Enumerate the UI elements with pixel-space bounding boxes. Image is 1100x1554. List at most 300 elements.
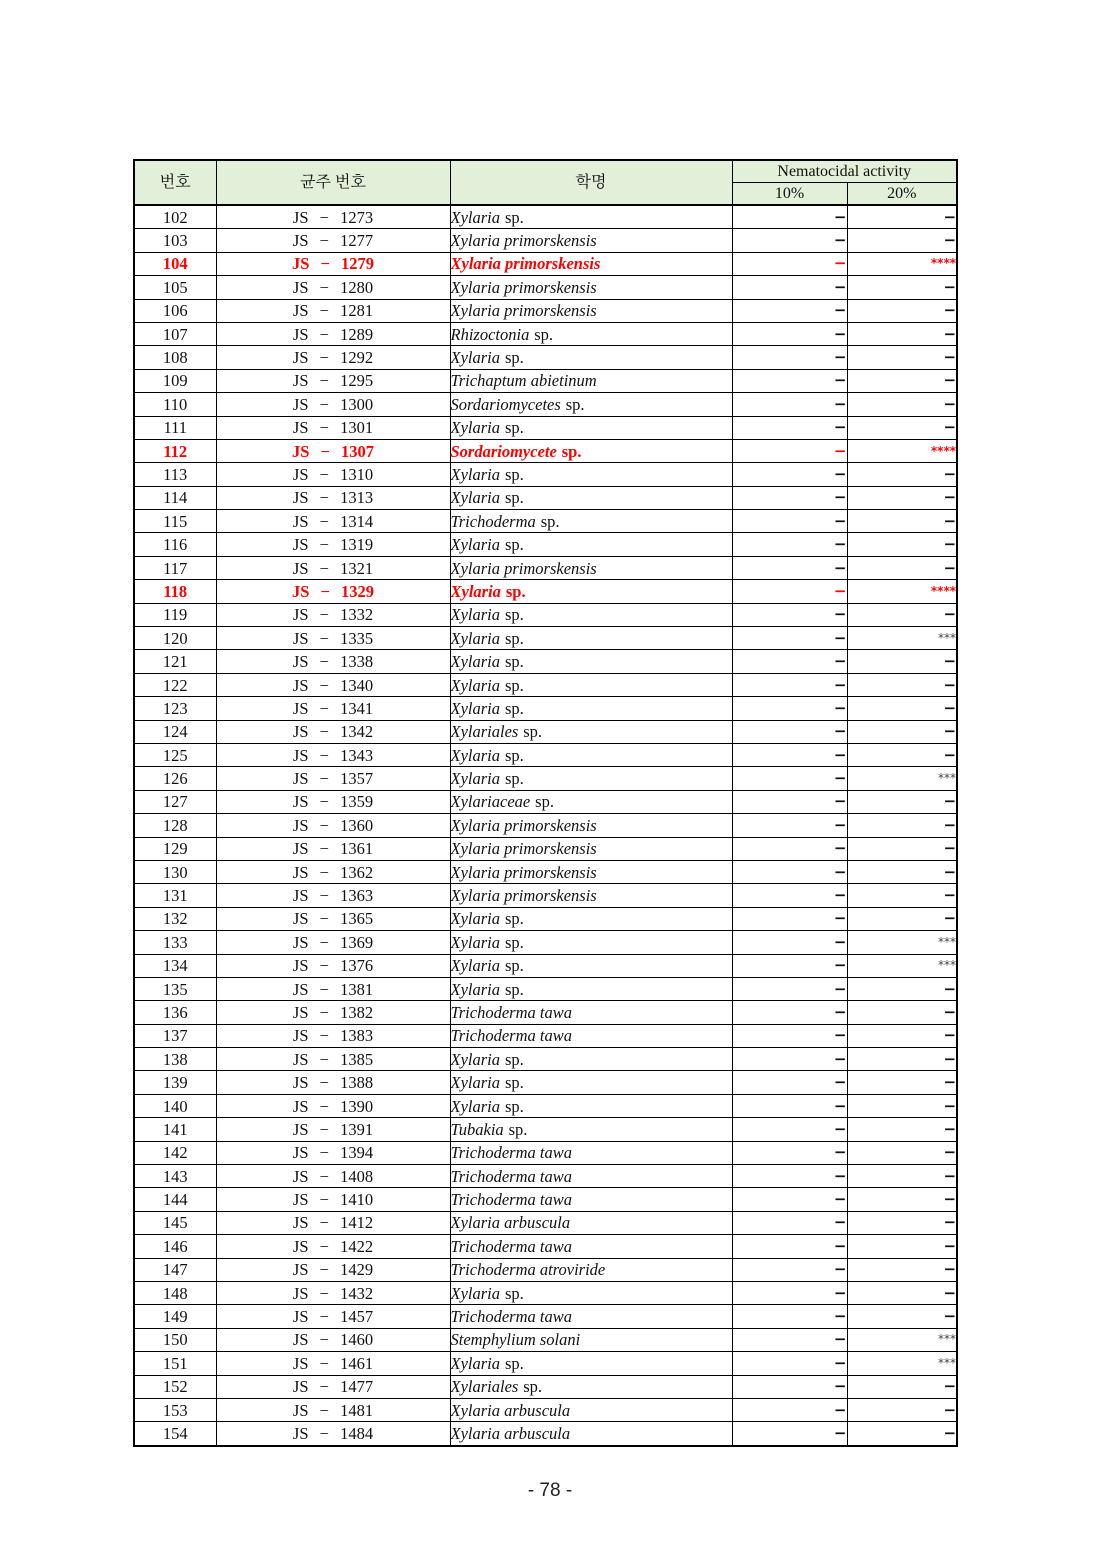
scientific-name-italic: Sordariomycete <box>450 441 557 461</box>
table-row <box>134 907 957 930</box>
table-row <box>134 580 957 603</box>
table-row <box>134 1188 957 1211</box>
activity-20-percent: − <box>847 650 957 673</box>
scientific-name <box>450 252 732 275</box>
table-row <box>134 650 957 673</box>
table-row <box>134 954 957 977</box>
activity-10-percent: − <box>732 533 847 556</box>
strain-id: JS − 1382 <box>216 1001 450 1024</box>
scientific-name-plain: sp. <box>504 745 524 765</box>
scientific-name <box>450 299 732 322</box>
strain-id: JS − 1365 <box>216 907 450 930</box>
row-number: 106 <box>134 299 216 322</box>
scientific-name-plain: sp. <box>504 956 524 976</box>
strain-id: JS − 1301 <box>216 416 450 439</box>
row-number: 145 <box>134 1211 216 1234</box>
strain-id: JS − 1319 <box>216 533 450 556</box>
row-number: 116 <box>134 533 216 556</box>
activity-10-percent: − <box>732 346 847 369</box>
table-row <box>134 1352 957 1375</box>
scientific-name-plain: sp. <box>504 698 524 718</box>
activity-20-percent: − <box>847 205 957 229</box>
activity-10-percent: − <box>732 790 847 813</box>
strain-id: JS − 1329 <box>216 580 450 603</box>
strain-id: JS − 1292 <box>216 346 450 369</box>
row-number: 141 <box>134 1118 216 1141</box>
scientific-name-italic: Xylaria primorskensis <box>450 254 601 274</box>
scientific-name-italic: Xylaria <box>450 605 500 625</box>
scientific-name-plain: sp. <box>504 909 524 929</box>
activity-20-percent: − <box>847 510 957 533</box>
scientific-name <box>450 416 732 439</box>
activity-10-percent: − <box>732 276 847 299</box>
table-row <box>134 603 957 626</box>
table-row <box>134 837 957 860</box>
scientific-name-plain: sp. <box>504 207 524 227</box>
activity-20-percent: − <box>847 1375 957 1398</box>
strain-id: JS − 1289 <box>216 322 450 345</box>
page-number: - 78 - <box>527 1480 573 1501</box>
row-number: 154 <box>134 1422 216 1446</box>
table-row <box>134 1305 957 1328</box>
strain-id: JS − 1394 <box>216 1141 450 1164</box>
table-row <box>134 439 957 462</box>
table-row <box>134 229 957 252</box>
scientific-name-plain: sp. <box>504 1073 524 1093</box>
table-row <box>134 486 957 509</box>
strain-id: JS − 1335 <box>216 627 450 650</box>
scientific-name-plain: sp. <box>523 1377 543 1397</box>
table-row <box>134 931 957 954</box>
scientific-name-italic: Xylaria primorskensis <box>450 277 597 297</box>
table-row <box>134 1235 957 1258</box>
activity-20-percent: − <box>847 1305 957 1328</box>
scientific-name-italic: Xylaria arbuscula <box>450 1400 571 1420</box>
scientific-name-plain: sp. <box>565 394 585 414</box>
activity-10-percent: − <box>732 369 847 392</box>
scientific-name-italic: Xylaria primorskensis <box>450 231 597 251</box>
row-number: 124 <box>134 720 216 743</box>
activity-20-percent: − <box>847 1165 957 1188</box>
activity-10-percent: − <box>732 1281 847 1304</box>
strain-id: JS − 1410 <box>216 1188 450 1211</box>
scientific-name <box>450 556 732 579</box>
scientific-name-plain: sp. <box>504 1049 524 1069</box>
table-row <box>134 276 957 299</box>
activity-20-percent: − <box>847 1281 957 1304</box>
row-number: 113 <box>134 463 216 486</box>
activity-10-percent: − <box>732 510 847 533</box>
scientific-name-italic: Trichoderma tawa <box>450 1190 572 1210</box>
activity-10-percent: − <box>732 1188 847 1211</box>
table-row <box>134 463 957 486</box>
scientific-name-italic: Xylaria arbuscula <box>450 1213 571 1233</box>
activity-20-percent: − <box>847 673 957 696</box>
scientific-name <box>450 743 732 766</box>
activity-10-percent: − <box>732 837 847 860</box>
scientific-name <box>450 439 732 462</box>
scientific-name <box>450 1118 732 1141</box>
table-row <box>134 1258 957 1281</box>
scientific-name-italic: Xylaria <box>450 1049 500 1069</box>
scientific-name <box>450 1375 732 1398</box>
scientific-name <box>450 1048 732 1071</box>
table-row <box>134 627 957 650</box>
scientific-name-plain: sp. <box>508 1119 528 1139</box>
strain-id: JS − 1363 <box>216 884 450 907</box>
scientific-name-italic: Xylaria primorskensis <box>450 558 597 578</box>
activity-20-percent: *** <box>847 767 957 790</box>
scientific-name-italic: Xylaria <box>450 932 500 952</box>
activity-20-percent: − <box>847 1188 957 1211</box>
scientific-name <box>450 276 732 299</box>
strain-id: JS − 1280 <box>216 276 450 299</box>
table-row <box>134 1422 957 1446</box>
row-number: 129 <box>134 837 216 860</box>
strain-id: JS − 1422 <box>216 1235 450 1258</box>
scientific-name <box>450 205 732 229</box>
table-row <box>134 346 957 369</box>
strain-id: JS − 1391 <box>216 1118 450 1141</box>
scientific-name <box>450 1305 732 1328</box>
activity-10-percent: − <box>732 1001 847 1024</box>
activity-10-percent: − <box>732 767 847 790</box>
scientific-name-italic: Xylaria primorskensis <box>450 862 597 882</box>
row-number: 133 <box>134 931 216 954</box>
table-row <box>134 1141 957 1164</box>
activity-20-percent: − <box>847 837 957 860</box>
activity-20-percent: − <box>847 743 957 766</box>
table-row <box>134 1118 957 1141</box>
scientific-name <box>450 603 732 626</box>
scientific-name <box>450 1024 732 1047</box>
table-row <box>134 1024 957 1047</box>
table-row <box>134 510 957 533</box>
scientific-name-plain: sp. <box>504 932 524 952</box>
table-row <box>134 860 957 883</box>
activity-10-percent: − <box>732 416 847 439</box>
row-number: 130 <box>134 860 216 883</box>
scientific-name-plain: sp. <box>535 792 554 812</box>
scientific-name-plain: sp. <box>505 581 526 601</box>
scientific-name-italic: Xylaria arbuscula <box>450 1424 571 1443</box>
activity-20-percent: − <box>847 416 957 439</box>
activity-20-percent: − <box>847 1001 957 1024</box>
scientific-name-italic: Xylariaceae <box>450 792 531 812</box>
row-number: 117 <box>134 556 216 579</box>
row-number: 136 <box>134 1001 216 1024</box>
activity-20-percent: − <box>847 720 957 743</box>
scientific-name-italic: Xylaria <box>450 909 500 929</box>
scientific-name <box>450 369 732 392</box>
activity-20-percent: − <box>847 556 957 579</box>
table-row <box>134 814 957 837</box>
row-number: 114 <box>134 486 216 509</box>
scientific-name <box>450 393 732 416</box>
activity-10-percent: − <box>732 1141 847 1164</box>
strain-id: JS − 1383 <box>216 1024 450 1047</box>
scientific-name-italic: Xylariales <box>450 1377 519 1397</box>
scientific-name-italic: Xylaria <box>450 464 500 484</box>
strain-id: JS − 1376 <box>216 954 450 977</box>
strain-id: JS − 1388 <box>216 1071 450 1094</box>
row-number: 119 <box>134 603 216 626</box>
activity-20-percent: − <box>847 603 957 626</box>
table-header <box>134 160 957 205</box>
scientific-name-plain: sp. <box>540 511 560 531</box>
row-number: 152 <box>134 1375 216 1398</box>
row-number: 147 <box>134 1258 216 1281</box>
strain-id: JS − 1362 <box>216 860 450 883</box>
scientific-name-italic: Xylaria <box>450 1283 500 1303</box>
scientific-name-plain: sp. <box>504 418 524 438</box>
strain-id: JS − 1313 <box>216 486 450 509</box>
scientific-name <box>450 720 732 743</box>
row-number: 146 <box>134 1235 216 1258</box>
table-row <box>134 790 957 813</box>
strain-id: JS − 1357 <box>216 767 450 790</box>
row-number: 132 <box>134 907 216 930</box>
activity-20-percent: − <box>847 1258 957 1281</box>
scientific-name <box>450 884 732 907</box>
row-number: 115 <box>134 510 216 533</box>
activity-20-percent: − <box>847 814 957 837</box>
table-row <box>134 205 957 229</box>
activity-10-percent: − <box>732 1375 847 1398</box>
strain-id: JS − 1481 <box>216 1398 450 1421</box>
scientific-name-italic: Xylaria <box>450 1073 500 1093</box>
strain-id: JS − 1484 <box>216 1422 450 1446</box>
activity-10-percent: − <box>732 252 847 275</box>
row-number: 105 <box>134 276 216 299</box>
activity-10-percent: − <box>732 580 847 603</box>
activity-10-percent: − <box>732 463 847 486</box>
scientific-name-italic: Xylaria primorskensis <box>450 301 597 321</box>
activity-20-percent: − <box>847 790 957 813</box>
activity-20-percent: − <box>847 1211 957 1234</box>
table-row <box>134 697 957 720</box>
activity-10-percent: − <box>732 1305 847 1328</box>
row-number: 108 <box>134 346 216 369</box>
strain-id: JS − 1412 <box>216 1211 450 1234</box>
row-number: 126 <box>134 767 216 790</box>
row-number: 142 <box>134 1141 216 1164</box>
table-row <box>134 1375 957 1398</box>
scientific-name-italic: Trichoderma tawa <box>450 1236 572 1256</box>
table-body <box>134 205 957 1446</box>
scientific-name-italic: Xylaria <box>450 348 500 368</box>
activity-20-percent: − <box>847 907 957 930</box>
strain-id: JS − 1273 <box>216 205 450 229</box>
row-number: 102 <box>134 205 216 229</box>
activity-10-percent: − <box>732 627 847 650</box>
scientific-name-italic: Trichoderma tawa <box>450 1307 572 1327</box>
row-number: 137 <box>134 1024 216 1047</box>
scientific-name <box>450 931 732 954</box>
activity-20-percent: − <box>847 229 957 252</box>
strain-id: JS − 1277 <box>216 229 450 252</box>
scientific-name <box>450 1328 732 1351</box>
row-number: 149 <box>134 1305 216 1328</box>
strain-id: JS − 1385 <box>216 1048 450 1071</box>
scientific-name-italic: Xylariales <box>450 722 519 742</box>
row-number: 110 <box>134 393 216 416</box>
strain-id: JS − 1360 <box>216 814 450 837</box>
scientific-name <box>450 697 732 720</box>
scientific-name-italic: Xylaria <box>450 535 500 555</box>
activity-10-percent: − <box>732 439 847 462</box>
scientific-name-italic: Xylaria primorskensis <box>450 815 597 835</box>
activity-10-percent: − <box>732 1024 847 1047</box>
scientific-name-plain: sp. <box>504 979 524 999</box>
scientific-name <box>450 650 732 673</box>
activity-10-percent: − <box>732 720 847 743</box>
header-strain-id: 균주 번호 <box>216 160 450 205</box>
scientific-name <box>450 229 732 252</box>
activity-10-percent: − <box>732 1165 847 1188</box>
scientific-name-plain: sp. <box>504 1353 524 1373</box>
scientific-name-italic: Trichoderma tawa <box>450 1143 572 1163</box>
row-number: 111 <box>134 416 216 439</box>
strain-id: JS − 1341 <box>216 697 450 720</box>
activity-10-percent: − <box>732 486 847 509</box>
scientific-name-plain: sp. <box>523 722 543 742</box>
scientific-name-plain: sp. <box>504 1096 524 1116</box>
row-number: 143 <box>134 1165 216 1188</box>
activity-20-percent: − <box>847 346 957 369</box>
scientific-name-plain: sp. <box>504 769 524 789</box>
scientific-name-plain: sp. <box>534 324 554 344</box>
strain-id: JS − 1381 <box>216 977 450 1000</box>
table-row <box>134 1398 957 1421</box>
table-row <box>134 533 957 556</box>
activity-20-percent: − <box>847 1071 957 1094</box>
activity-10-percent: − <box>732 1048 847 1071</box>
scientific-name <box>450 977 732 1000</box>
activity-20-percent: *** <box>847 627 957 650</box>
scientific-name-italic: Xylaria <box>450 675 500 695</box>
scientific-name-italic: Xylaria primorskensis <box>450 886 597 906</box>
activity-20-percent: − <box>847 697 957 720</box>
strain-id: JS − 1432 <box>216 1281 450 1304</box>
table-row <box>134 1094 957 1117</box>
scientific-name-plain: sp. <box>504 535 524 555</box>
row-number: 107 <box>134 322 216 345</box>
scientific-name <box>450 814 732 837</box>
activity-20-percent: − <box>847 977 957 1000</box>
scientific-name <box>450 463 732 486</box>
scientific-name-italic: Trichoderma tawa <box>450 1166 572 1186</box>
activity-10-percent: − <box>732 743 847 766</box>
strain-id: JS − 1342 <box>216 720 450 743</box>
activity-20-percent: − <box>847 1024 957 1047</box>
strain-id: JS − 1307 <box>216 439 450 462</box>
activity-10-percent: − <box>732 884 847 907</box>
activity-10-percent: − <box>732 1258 847 1281</box>
activity-20-percent: *** <box>847 1328 957 1351</box>
scientific-name-italic: Rhizoctonia <box>450 324 530 344</box>
scientific-name-plain: sp. <box>504 464 524 484</box>
strain-id: JS − 1343 <box>216 743 450 766</box>
scientific-name-italic: Trichoderma atroviride <box>450 1260 606 1280</box>
scientific-name-italic: Xylaria <box>450 1096 500 1116</box>
activity-10-percent: − <box>732 393 847 416</box>
scientific-name <box>450 954 732 977</box>
activity-20-percent: *** <box>847 931 957 954</box>
activity-20-percent: − <box>847 1141 957 1164</box>
scientific-name-italic: Xylaria <box>450 1353 500 1373</box>
row-number: 125 <box>134 743 216 766</box>
activity-10-percent: − <box>732 229 847 252</box>
table-row <box>134 369 957 392</box>
scientific-name <box>450 533 732 556</box>
activity-20-percent: − <box>847 486 957 509</box>
scientific-name-plain: sp. <box>504 1283 524 1303</box>
row-number: 109 <box>134 369 216 392</box>
table-row <box>134 1328 957 1351</box>
row-number: 127 <box>134 790 216 813</box>
table-row <box>134 252 957 275</box>
scientific-name-italic: Xylaria <box>450 979 500 999</box>
strain-id: JS − 1321 <box>216 556 450 579</box>
table-row <box>134 767 957 790</box>
activity-20-percent: − <box>847 860 957 883</box>
row-number: 144 <box>134 1188 216 1211</box>
row-number: 112 <box>134 439 216 462</box>
header-20-percent: 20% <box>847 183 957 206</box>
scientific-name-plain: sp. <box>504 605 524 625</box>
scientific-name-plain: sp. <box>504 628 524 648</box>
header-nematocidal-activity: Nematocidal activity <box>732 160 957 183</box>
strain-activity-table <box>133 159 958 1447</box>
strain-id: JS − 1300 <box>216 393 450 416</box>
strain-id: JS − 1359 <box>216 790 450 813</box>
activity-20-percent: *** <box>847 954 957 977</box>
scientific-name <box>450 627 732 650</box>
header-10-percent: 10% <box>732 183 847 206</box>
table-row <box>134 673 957 696</box>
activity-20-percent: − <box>847 1048 957 1071</box>
activity-10-percent: − <box>732 954 847 977</box>
scientific-name <box>450 907 732 930</box>
activity-20-percent: − <box>847 884 957 907</box>
activity-10-percent: − <box>732 603 847 626</box>
scientific-name-italic: Xylaria <box>450 652 500 672</box>
table-row <box>134 1048 957 1071</box>
scientific-name-italic: Xylaria <box>450 581 501 601</box>
row-number: 150 <box>134 1328 216 1351</box>
scientific-name <box>450 1071 732 1094</box>
activity-10-percent: − <box>732 1071 847 1094</box>
activity-20-percent: **** <box>847 439 957 462</box>
scientific-name-italic: Trichoderma tawa <box>450 1026 572 1046</box>
activity-20-percent: − <box>847 1118 957 1141</box>
scientific-name <box>450 1352 732 1375</box>
activity-10-percent: − <box>732 1118 847 1141</box>
scientific-name <box>450 1422 732 1446</box>
activity-20-percent: − <box>847 393 957 416</box>
row-number: 103 <box>134 229 216 252</box>
activity-10-percent: − <box>732 1352 847 1375</box>
table-row <box>134 720 957 743</box>
activity-20-percent: *** <box>847 1352 957 1375</box>
scientific-name-italic: Xylaria primorskensis <box>450 839 597 859</box>
activity-10-percent: − <box>732 697 847 720</box>
table-row <box>134 556 957 579</box>
row-number: 121 <box>134 650 216 673</box>
scientific-name <box>450 322 732 345</box>
scientific-name <box>450 790 732 813</box>
